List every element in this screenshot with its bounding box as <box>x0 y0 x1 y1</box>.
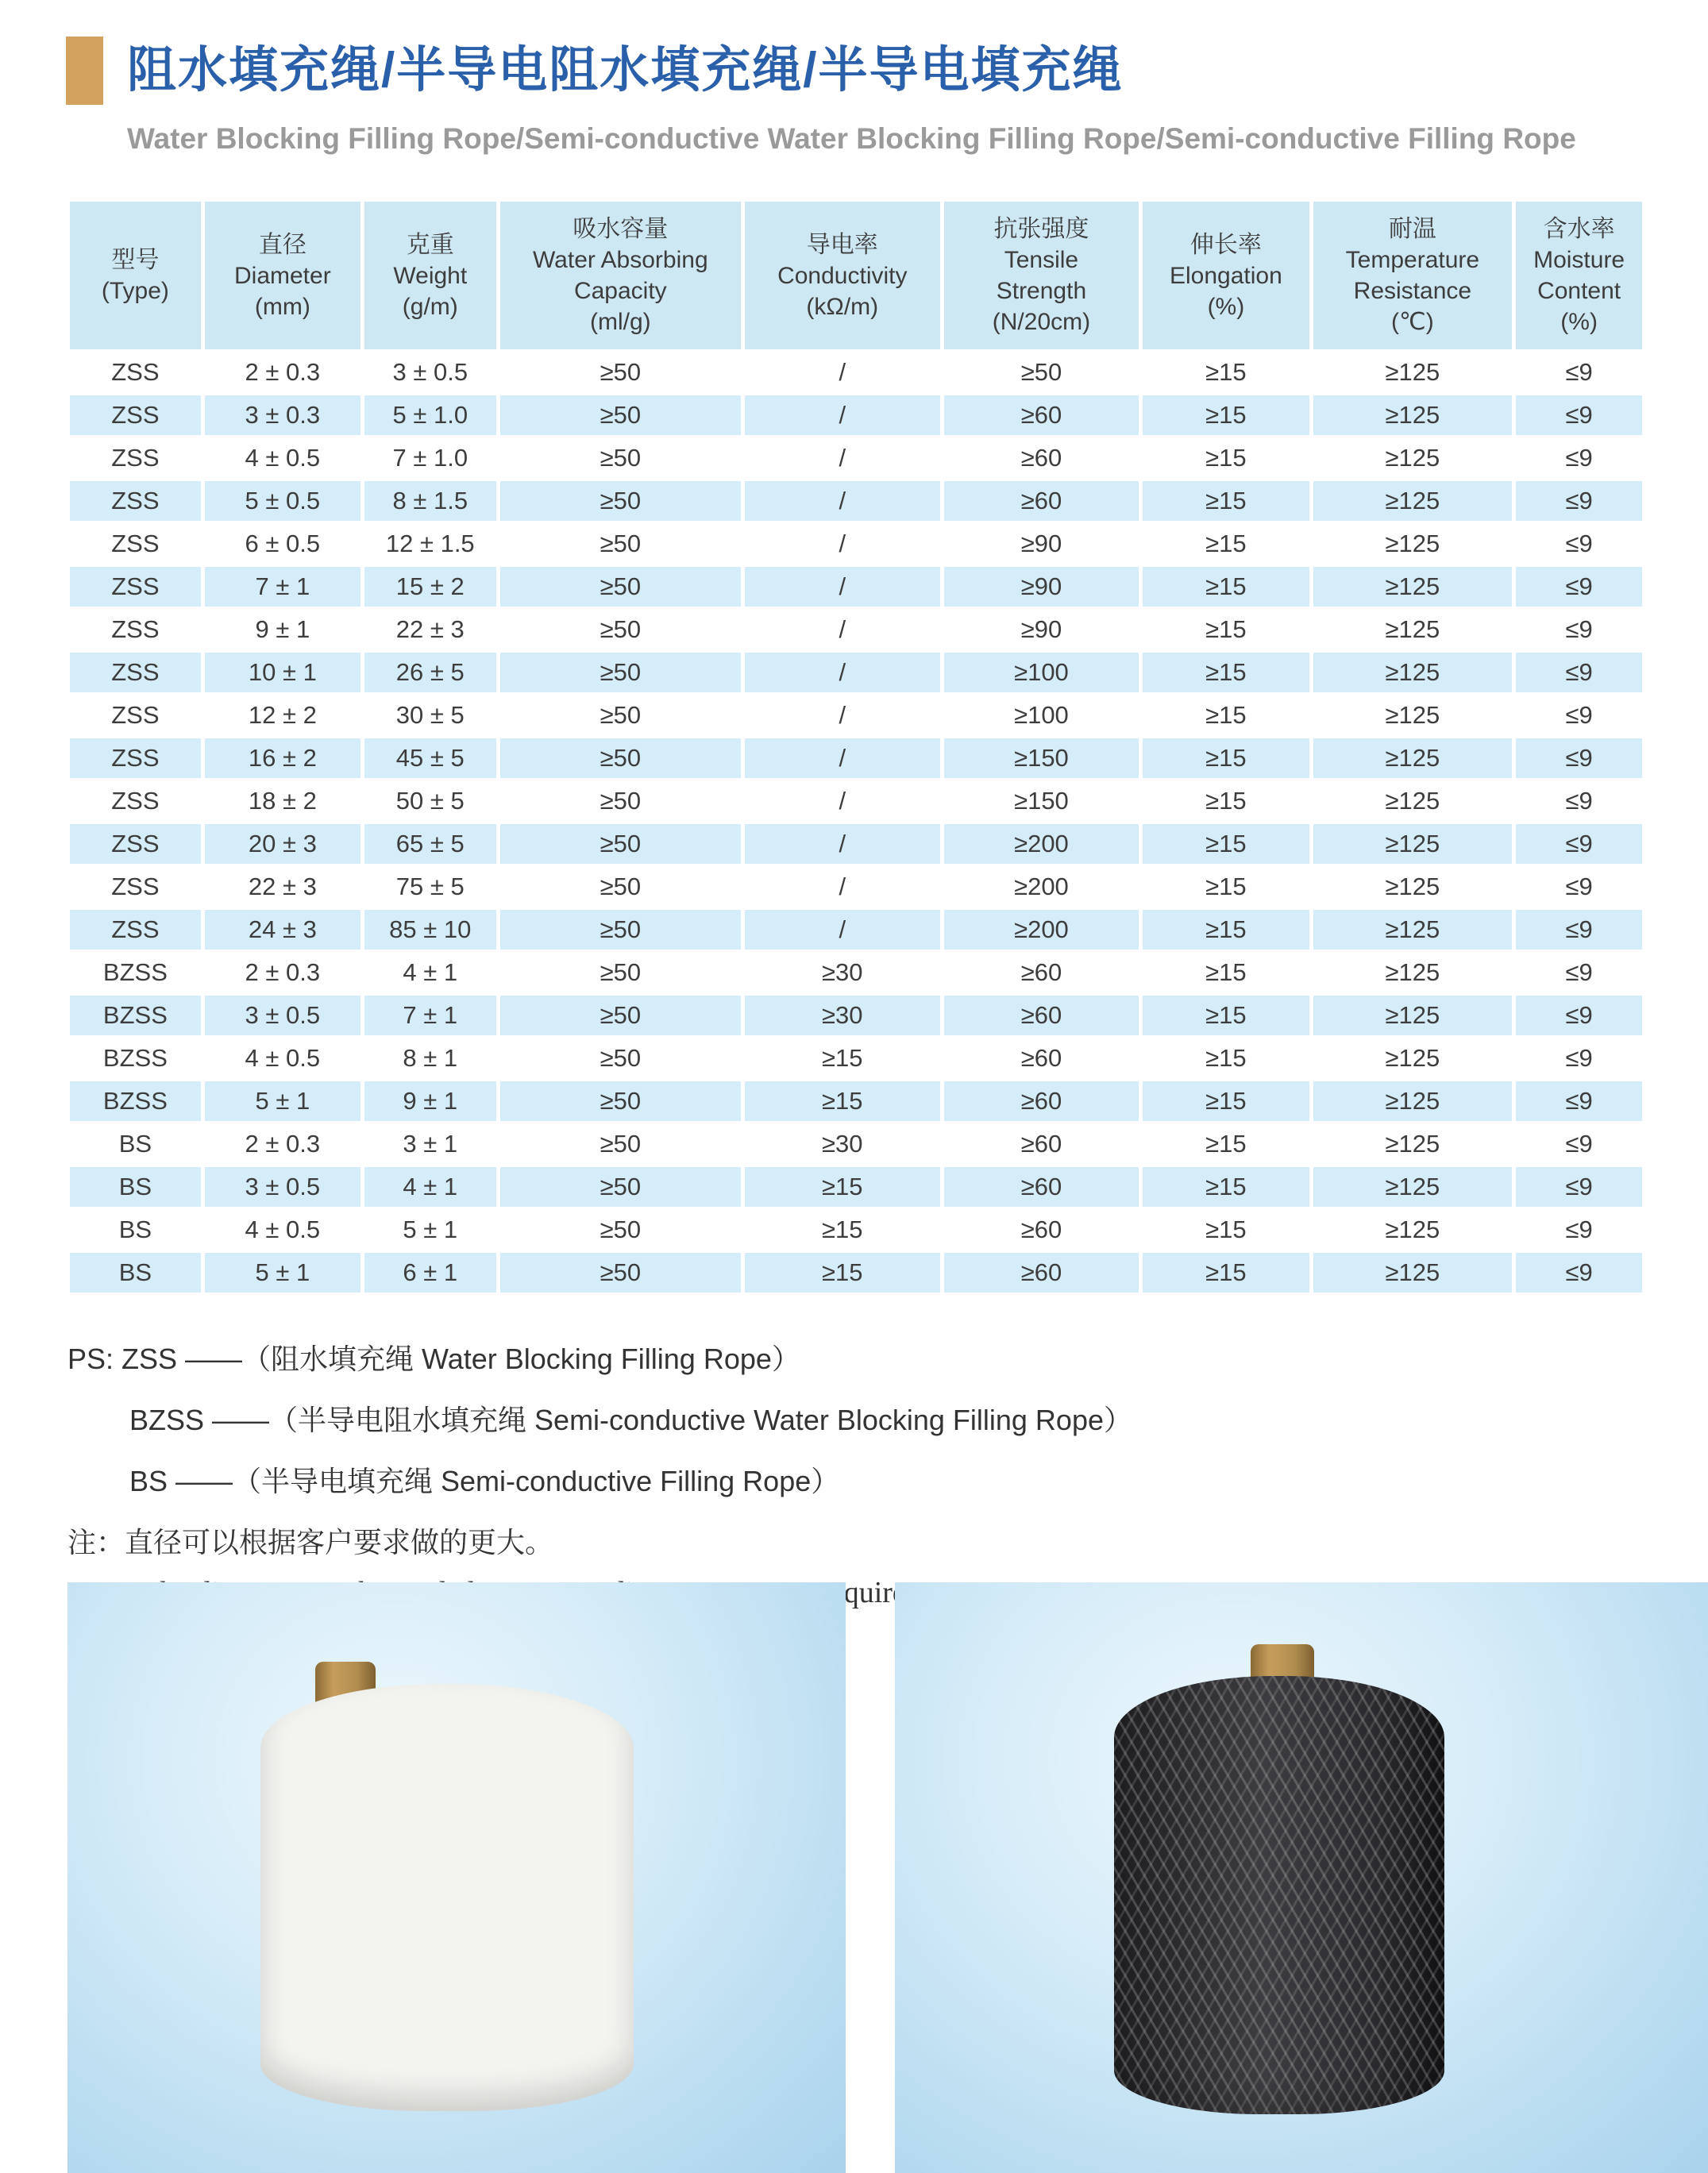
table-cell: ≥125 <box>1313 867 1513 907</box>
ps-note-bs: BS ——（半导电填充绳 Semi-conductive Filling Rope） <box>129 1465 840 1497</box>
table-cell: ≥15 <box>745 1253 940 1293</box>
table-cell: 24 ± 3 <box>205 910 360 950</box>
table-cell: ≤9 <box>1516 1210 1642 1250</box>
table-cell: ≥15 <box>1143 524 1309 564</box>
table-cell: ZSS <box>70 867 201 907</box>
table-cell: / <box>745 353 940 392</box>
table-cell: ≥15 <box>1143 1038 1309 1078</box>
table-cell: / <box>745 910 940 950</box>
header-line: Resistance <box>1353 278 1472 304</box>
table-cell: BZSS <box>70 1081 201 1121</box>
header-line: (%) <box>1560 309 1598 335</box>
table-cell: ≥125 <box>1313 481 1513 521</box>
table-cell: 26 ± 5 <box>364 653 496 692</box>
table-cell: ≥50 <box>500 481 741 521</box>
table-cell: ≥125 <box>1313 1038 1513 1078</box>
table-cell: ≤9 <box>1516 953 1642 992</box>
table-cell: ≥125 <box>1313 781 1513 821</box>
table-cell: / <box>745 481 940 521</box>
table-cell: ≥50 <box>500 1253 741 1293</box>
header-line: 伸长率 <box>1189 231 1262 258</box>
table-cell: ≤9 <box>1516 1038 1642 1078</box>
table-cell: ≤9 <box>1516 1081 1642 1121</box>
table-cell: BZSS <box>70 953 201 992</box>
table-cell: ≤9 <box>1516 481 1642 521</box>
table-cell: 5 ± 1 <box>205 1253 360 1293</box>
table-cell: 16 ± 2 <box>205 738 360 778</box>
table-cell: ≤9 <box>1516 353 1642 392</box>
table-cell: 65 ± 5 <box>364 824 496 864</box>
header-line: Content <box>1537 278 1621 304</box>
table-cell: ≥200 <box>944 824 1139 864</box>
table-cell: 5 ± 1 <box>205 1081 360 1121</box>
table-cell: / <box>745 567 940 607</box>
table-cell: ≤9 <box>1516 738 1642 778</box>
table-cell: 2 ± 0.3 <box>205 353 360 392</box>
table-cell: ≤9 <box>1516 695 1642 735</box>
header-line: (kΩ/m) <box>806 293 879 320</box>
header-cell-7 <box>1313 202 1513 349</box>
header-line: Tensile <box>1004 247 1079 273</box>
note-zh: 注：直径可以根据客户要求做的更大。 <box>67 1526 554 1558</box>
table-cell: ≥15 <box>1143 695 1309 735</box>
table-cell: ≥60 <box>944 481 1139 521</box>
table-cell: / <box>745 867 940 907</box>
table-cell: 6 ± 1 <box>364 1253 496 1293</box>
table-cell: ≥60 <box>944 438 1139 478</box>
table-row <box>70 1253 1642 1293</box>
table-cell: ≤9 <box>1516 1124 1642 1164</box>
header-line: 耐温 <box>1388 216 1436 242</box>
table-cell: / <box>745 438 940 478</box>
table-cell: BS <box>70 1210 201 1250</box>
table-cell: 8 ± 1 <box>364 1038 496 1078</box>
table-row <box>70 824 1642 864</box>
table-cell: ≥90 <box>944 610 1139 649</box>
table-cell: ≥90 <box>944 524 1139 564</box>
table-cell: 2 ± 0.3 <box>205 953 360 992</box>
table-cell: ≤9 <box>1516 567 1642 607</box>
table-cell: ≥125 <box>1313 738 1513 778</box>
table-cell: ≥125 <box>1313 653 1513 692</box>
table-cell: ZSS <box>70 910 201 950</box>
table-row <box>70 953 1642 992</box>
table-cell: ≥125 <box>1313 996 1513 1035</box>
table-cell: 12 ± 1.5 <box>364 524 496 564</box>
table-cell: ≥50 <box>500 953 741 992</box>
table-cell: ≥50 <box>500 1038 741 1078</box>
header-line: Capacity <box>573 278 667 304</box>
table-cell: 4 ± 0.5 <box>205 1038 360 1078</box>
table-row <box>70 653 1642 692</box>
header-line: Temperature <box>1345 247 1480 273</box>
table-cell: ≥150 <box>944 781 1139 821</box>
table-cell: ≤9 <box>1516 996 1642 1035</box>
table-cell: ≥125 <box>1313 953 1513 992</box>
table-cell: ≥15 <box>1143 1210 1309 1250</box>
table-row <box>70 524 1642 564</box>
table-cell: ≥50 <box>500 1167 741 1207</box>
table-cell: 7 ± 1 <box>205 567 360 607</box>
table-cell: ≥15 <box>1143 824 1309 864</box>
table-cell: ≥15 <box>1143 353 1309 392</box>
header-line: (ml/g) <box>589 309 651 335</box>
table-cell: BS <box>70 1253 201 1293</box>
table-cell: 45 ± 5 <box>364 738 496 778</box>
table-cell: ≥50 <box>500 867 741 907</box>
table-cell: ≥60 <box>944 395 1139 435</box>
table-cell: ≥125 <box>1313 1124 1513 1164</box>
title-accent-bar <box>66 37 103 105</box>
table-cell: ≥15 <box>1143 996 1309 1035</box>
table-cell: ≥60 <box>944 1124 1139 1164</box>
table-cell: BZSS <box>70 1038 201 1078</box>
header-line: (g/m) <box>402 293 458 320</box>
table-cell: 9 ± 1 <box>205 610 360 649</box>
table-row <box>70 567 1642 607</box>
table-cell: ≥50 <box>500 438 741 478</box>
header-line: Diameter <box>233 262 331 289</box>
table-row <box>70 910 1642 950</box>
table-cell: ≥125 <box>1313 438 1513 478</box>
table-cell: ≥15 <box>1143 610 1309 649</box>
table-cell: ZSS <box>70 738 201 778</box>
table-row <box>70 353 1642 392</box>
table-row <box>70 867 1642 907</box>
table-cell: 3 ± 0.5 <box>364 353 496 392</box>
table-cell: 5 ± 0.5 <box>205 481 360 521</box>
table-row <box>70 695 1642 735</box>
table-cell: 50 ± 5 <box>364 781 496 821</box>
table-cell: 22 ± 3 <box>205 867 360 907</box>
table-cell: ≥60 <box>944 953 1139 992</box>
table-row <box>70 1124 1642 1164</box>
header-line: 克重 <box>406 231 454 258</box>
header-line: 含水率 <box>1543 216 1615 242</box>
table-cell: 9 ± 1 <box>364 1081 496 1121</box>
table-cell: 75 ± 5 <box>364 867 496 907</box>
table-cell: ≥15 <box>1143 953 1309 992</box>
table-cell: ZSS <box>70 610 201 649</box>
table-cell: ≥125 <box>1313 567 1513 607</box>
table-cell: ≥15 <box>745 1167 940 1207</box>
table-row <box>70 481 1642 521</box>
table-cell: ≤9 <box>1516 1167 1642 1207</box>
table-cell: 2 ± 0.3 <box>205 1124 360 1164</box>
table-cell: ≤9 <box>1516 910 1642 950</box>
table-cell: ZSS <box>70 695 201 735</box>
table-cell: ≥50 <box>500 353 741 392</box>
table-cell: ≥15 <box>745 1081 940 1121</box>
header-cell-5 <box>944 202 1139 349</box>
table-cell: ≥125 <box>1313 695 1513 735</box>
table-cell: 6 ± 0.5 <box>205 524 360 564</box>
table-cell: ≤9 <box>1516 781 1642 821</box>
table-cell: ≥15 <box>1143 438 1309 478</box>
table-cell: ≥15 <box>1143 567 1309 607</box>
table-cell: ZSS <box>70 353 201 392</box>
header-line: Strength <box>996 278 1087 304</box>
table-cell: ≥30 <box>745 996 940 1035</box>
table-cell: ≥100 <box>944 695 1139 735</box>
table-cell: 3 ± 1 <box>364 1124 496 1164</box>
header-line: 直径 <box>258 231 307 258</box>
table-cell: ≥15 <box>1143 1167 1309 1207</box>
table-cell: ≤9 <box>1516 824 1642 864</box>
table-cell: 7 ± 1.0 <box>364 438 496 478</box>
table-cell: ≥50 <box>500 653 741 692</box>
table-cell: ≤9 <box>1516 438 1642 478</box>
rope-spool-black <box>1114 1676 1444 2114</box>
table-cell: ≤9 <box>1516 1253 1642 1293</box>
header-line: Elongation <box>1169 262 1282 289</box>
table-cell: ≥125 <box>1313 1167 1513 1207</box>
table-cell: ≤9 <box>1516 867 1642 907</box>
table-cell: 5 ± 1 <box>364 1210 496 1250</box>
table-row <box>70 395 1642 435</box>
table-cell: ≥50 <box>500 910 741 950</box>
table-cell: 30 ± 5 <box>364 695 496 735</box>
table-cell: ≥125 <box>1313 1081 1513 1121</box>
table-cell: ≥50 <box>500 1124 741 1164</box>
table-cell: ≥15 <box>1143 481 1309 521</box>
table-cell: BZSS <box>70 996 201 1035</box>
table-cell: 7 ± 1 <box>364 996 496 1035</box>
table-cell: 4 ± 0.5 <box>205 438 360 478</box>
table-cell: ZSS <box>70 653 201 692</box>
header-line: 型号 <box>111 247 160 273</box>
table-cell: 18 ± 2 <box>205 781 360 821</box>
header-cell-2 <box>364 202 496 349</box>
header-line: Water Absorbing <box>532 247 708 273</box>
table-cell: ≥50 <box>500 524 741 564</box>
table-cell: ≥50 <box>500 695 741 735</box>
table-cell: ≥60 <box>944 1210 1139 1250</box>
table-cell: ≥50 <box>500 610 741 649</box>
table-cell: ≥15 <box>1143 395 1309 435</box>
table-cell: / <box>745 395 940 435</box>
table-cell: 8 ± 1.5 <box>364 481 496 521</box>
table-cell: ≥15 <box>1143 910 1309 950</box>
ps-note-zss: PS: ZSS ——（阻水填充绳 Water Blocking Filling Rope） <box>67 1343 800 1375</box>
table-cell: / <box>745 653 940 692</box>
table-cell: ≥60 <box>944 996 1139 1035</box>
header-line: (mm) <box>254 293 310 320</box>
table-cell: ≥15 <box>1143 1081 1309 1121</box>
table-row <box>70 1210 1642 1250</box>
product-photo-black-rope <box>895 1582 1708 2173</box>
table-cell: ≥15 <box>745 1038 940 1078</box>
table-cell: ≥125 <box>1313 824 1513 864</box>
table-row <box>70 438 1642 478</box>
table-row <box>70 781 1642 821</box>
product-photo-white-rope <box>67 1582 846 2173</box>
header-cell-4 <box>745 202 940 349</box>
table-row <box>70 1081 1642 1121</box>
table-cell: ≥125 <box>1313 1210 1513 1250</box>
header-line: (N/20cm) <box>992 309 1091 335</box>
page-subtitle: Water Blocking Filling Rope/Semi-conductive Water Blocking Filling Rope/Semi-conductive Filling Rope <box>127 122 1576 155</box>
table-row <box>70 996 1642 1035</box>
header-cell-6 <box>1143 202 1309 349</box>
table-cell: ≤9 <box>1516 653 1642 692</box>
table-cell: ZSS <box>70 824 201 864</box>
header-line: (℃) <box>1391 309 1434 335</box>
table-cell: ≥50 <box>944 353 1139 392</box>
header-line: (%) <box>1207 293 1245 320</box>
table-row <box>70 610 1642 649</box>
header-line: Conductivity <box>777 262 908 289</box>
table-cell: ≥15 <box>1143 781 1309 821</box>
header-line: 导电率 <box>806 231 878 258</box>
table-cell: 20 ± 3 <box>205 824 360 864</box>
table-cell: ≤9 <box>1516 524 1642 564</box>
table-cell: ≥50 <box>500 395 741 435</box>
table-cell: ≥50 <box>500 1210 741 1250</box>
header-line: 吸水容量 <box>573 216 669 242</box>
spec-table <box>66 198 1646 1296</box>
table-cell: ZSS <box>70 781 201 821</box>
table-cell: 85 ± 10 <box>364 910 496 950</box>
table-cell: 10 ± 1 <box>205 653 360 692</box>
header-cell-0 <box>70 202 201 349</box>
table-cell: BS <box>70 1167 201 1207</box>
table-cell: ≥50 <box>500 824 741 864</box>
table-cell: 12 ± 2 <box>205 695 360 735</box>
table-cell: 5 ± 1.0 <box>364 395 496 435</box>
table-cell: 4 ± 1 <box>364 1167 496 1207</box>
table-cell: ≥15 <box>1143 653 1309 692</box>
table-cell: ≥50 <box>500 781 741 821</box>
table-cell: 3 ± 0.5 <box>205 1167 360 1207</box>
ps-note-bzss: BZSS ——（半导电阻水填充绳 Semi-conductive Water Blocking Filling Rope） <box>129 1404 1132 1436</box>
table-cell: ≥125 <box>1313 524 1513 564</box>
notes-block <box>67 1342 1624 1611</box>
table-cell: ≥60 <box>944 1253 1139 1293</box>
table-cell: ≥60 <box>944 1038 1139 1078</box>
table-cell: 15 ± 2 <box>364 567 496 607</box>
table-cell: ≥15 <box>1143 867 1309 907</box>
table-cell: / <box>745 824 940 864</box>
table-row <box>70 738 1642 778</box>
table-row <box>70 1167 1642 1207</box>
table-cell: 22 ± 3 <box>364 610 496 649</box>
table-cell: ≥60 <box>944 1167 1139 1207</box>
table-row <box>70 1038 1642 1078</box>
table-cell: 4 ± 0.5 <box>205 1210 360 1250</box>
table-cell: / <box>745 524 940 564</box>
table-cell: ≤9 <box>1516 610 1642 649</box>
table-cell: ≥50 <box>500 1081 741 1121</box>
table-cell: ≥125 <box>1313 910 1513 950</box>
header-line: Weight <box>393 262 468 289</box>
header-cell-1 <box>205 202 360 349</box>
table-cell: 3 ± 0.3 <box>205 395 360 435</box>
table-cell: ≥60 <box>944 1081 1139 1121</box>
table-cell: ≥125 <box>1313 353 1513 392</box>
table-cell: ≥30 <box>745 1124 940 1164</box>
table-cell: ≥100 <box>944 653 1139 692</box>
table-cell: ZSS <box>70 438 201 478</box>
table-cell: ≥30 <box>745 953 940 992</box>
table-cell: 4 ± 1 <box>364 953 496 992</box>
table-cell: ≥125 <box>1313 395 1513 435</box>
rope-spool-white <box>260 1684 634 2111</box>
table-cell: ≥15 <box>1143 1253 1309 1293</box>
table-cell: ZSS <box>70 481 201 521</box>
header-cell-8 <box>1516 202 1642 349</box>
table-cell: ≥200 <box>944 867 1139 907</box>
table-cell: ≥50 <box>500 567 741 607</box>
table-cell: 3 ± 0.5 <box>205 996 360 1035</box>
table-cell: ZSS <box>70 395 201 435</box>
table-cell: ZSS <box>70 524 201 564</box>
header-cell-3 <box>500 202 741 349</box>
table-cell: BS <box>70 1124 201 1164</box>
table-cell: ≥15 <box>1143 1124 1309 1164</box>
table-cell: ≤9 <box>1516 395 1642 435</box>
table-cell: ≥15 <box>1143 738 1309 778</box>
table-cell: ≥15 <box>745 1210 940 1250</box>
table-cell: / <box>745 610 940 649</box>
table-cell: ≥150 <box>944 738 1139 778</box>
table-cell: ZSS <box>70 567 201 607</box>
table-cell: ≥200 <box>944 910 1139 950</box>
page-title: 阻水填充绳/半导电阻水填充绳/半导电填充绳 <box>127 43 1124 98</box>
header-line: (Type) <box>101 278 169 304</box>
table-cell: / <box>745 738 940 778</box>
table-cell: ≥50 <box>500 738 741 778</box>
table-cell: / <box>745 781 940 821</box>
table-cell: ≥50 <box>500 996 741 1035</box>
table-cell: ≥90 <box>944 567 1139 607</box>
header-line: 抗张强度 <box>993 216 1089 242</box>
header-line: Moisture <box>1533 247 1625 273</box>
table-cell: ≥125 <box>1313 1253 1513 1293</box>
table-cell: ≥125 <box>1313 610 1513 649</box>
table-cell: / <box>745 695 940 735</box>
title-block <box>66 37 1576 156</box>
